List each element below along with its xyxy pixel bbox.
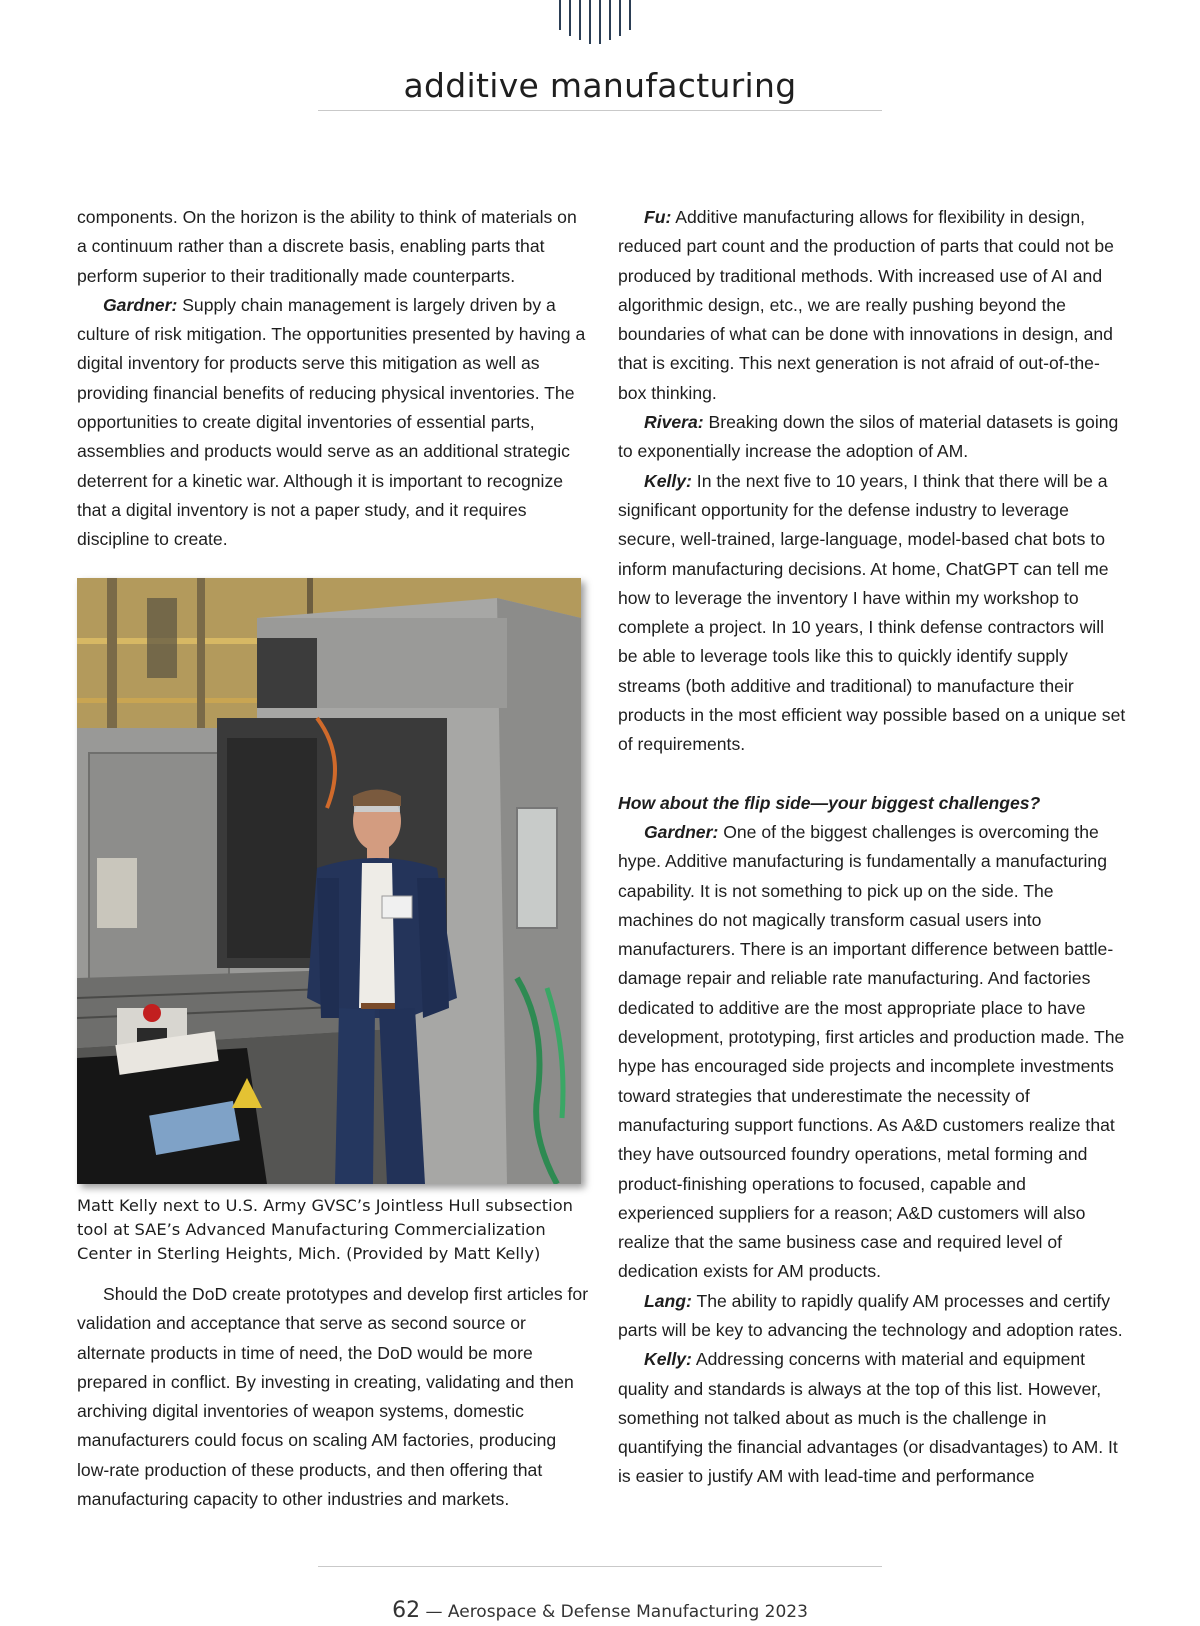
right-column	[618, 203, 1126, 1492]
paragraph: Should the DoD create prototypes and develop first articles for validation and acceptance that serve as second source or alternate products in time of need, the DoD would be more prepared in conflict. By investing in creating, validating and then archiving digital inventories of weapon systems, domestic manufacturers could focus on scaling AM factories, producing low-rate production of these products, and then offering that manufacturing capacity to other industries and markets.	[77, 1284, 589, 1510]
header-rule	[318, 110, 882, 111]
paragraph-text: The ability to rapidly qualify AM processes and certify parts will be key to advancing the technology and adoption rates.	[618, 1290, 1123, 1340]
paragraph	[618, 818, 1126, 1287]
speaker-name: Fu:	[644, 207, 672, 227]
footer-separator: —	[425, 1602, 443, 1622]
paragraph-text: One of the biggest challenges is overcoming the hype. Additive manufacturing is fundamentally a manufacturing capability. It is not something to pick up on the side. The machines do not magically transform casual users into manufacturers. There is an important difference between battle-damage repair and reliable rate manufacturing. And factories dedicated to additive are the most appropriate place to have development, prototyping, first articles and production made. The hype has encouraged side projects and incomplete investments toward strategies that underestimate the necessity of manufacturing support functions. As A&D customers realize that they have outsourced foundry operations, metal forming and product-finishing operations to focused, capable and experienced suppliers for a reason; A&D customers will also realize that the same business case and required level of dedication exists for AM products.	[618, 821, 1125, 1282]
publication-name: Aerospace & Defense Manufacturing 2023	[447, 1602, 808, 1622]
paragraph-text: Supply chain management is largely driven by a culture of risk mitigation. The opportunities presented by having a digital inventory for products serve this mitigation as well as providing financial benefits of reducing physical inventories. The opportunities to create digital inventories of essential parts, assemblies and products would serve as an additional strategic deterrent for a kinetic war. Although it is important to recognize that a digital inventory is not a paper study, and it requires discipline to create.	[77, 294, 586, 550]
left-column-top	[77, 203, 589, 555]
paragraph: components. On the horizon is the ability to think of materials on a continuum rather than a discrete basis, enabling parts that perform superior to their traditionally made counterparts.	[77, 207, 577, 286]
section-title: additive manufacturing	[403, 66, 797, 105]
paragraph-text: Additive manufacturing allows for flexibility in design, reduced part count and the production of parts that could not be produced by traditional methods. With increased use of AI and algorithmic design, etc., we are really pushing beyond the boundaries of what can be done with innovations in design, and that is exciting. This next generation is not afraid of out-of-the-box thinking.	[618, 207, 1114, 403]
paragraph	[618, 1287, 1126, 1346]
photo-caption: Matt Kelly next to U.S. Army GVSC’s Jointless Hull subsection tool at SAE’s Advanced Manufacturing Commercialization Center in Sterling Heights, Mich. (Provided by Matt Kelly)	[77, 1196, 573, 1263]
footer-rule	[318, 1566, 882, 1567]
paragraph	[618, 408, 1126, 467]
paragraph	[618, 203, 1126, 408]
paragraph-text: Addressing concerns with material and equipment quality and standards is always at the top of this list. However, something not talked about as much is the challenge in quantifying the financial advantages (or disadvantages) to AM. It is easier to justify AM with lead-time and performance	[618, 1349, 1118, 1487]
page-number: 62	[392, 1598, 421, 1623]
paragraph-text: Breaking down the silos of material datasets is going to exponentially increase the adoption of AM.	[618, 412, 1119, 462]
speaker-name: Lang:	[644, 1290, 692, 1311]
speaker-name: Gardner:	[103, 294, 178, 315]
page-footer	[0, 1598, 1200, 1623]
speaker-name: Rivera:	[644, 412, 704, 433]
left-column-bottom	[77, 1280, 589, 1514]
interview-question: How about the flip side—your biggest challenges?	[618, 792, 1041, 813]
paragraph-text: In the next five to 10 years, I think that there will be a significant opportunity for the defense industry to leverage secure, well-trained, large-language, model-based chat bots to inform manufacturing decisions. At home, ChatGPT can tell me how to leverage the inventory I have within my workshop to complete a project. In 10 years, I think defense contractors will be able to leverage tools like this to quickly identify supply streams (both additive and traditional) to manufacture their products in the most efficient way possible based on a unique set of requirements.	[618, 470, 1126, 755]
speaker-name: Gardner:	[644, 821, 719, 842]
speaker-name: Kelly:	[644, 1349, 692, 1370]
header-decoration-lines	[558, 0, 642, 46]
speaker-name: Kelly:	[644, 470, 692, 491]
paragraph	[77, 291, 589, 555]
paragraph	[618, 467, 1126, 760]
paragraph	[618, 1345, 1126, 1491]
article-photo	[77, 578, 581, 1184]
photo-illustration	[77, 578, 581, 1184]
